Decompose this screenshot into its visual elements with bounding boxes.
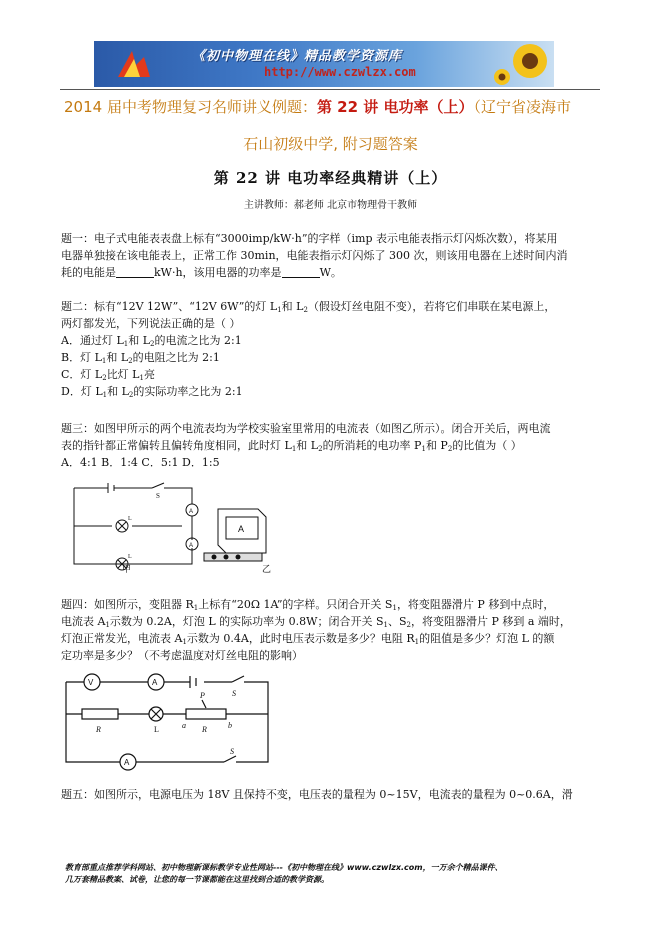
- q2-option-b: B．灯 $L_1$和 $L_2$的电阻之比为 2:1: [61, 351, 220, 365]
- q2-b2: 和 L: [106, 351, 129, 364]
- q4-t1: 题四：如图所示，变阻器 R: [61, 598, 194, 611]
- fig-label-yi: 乙: [262, 565, 272, 575]
- banner-title: 《初中物理在线》精品教学资源库: [192, 49, 403, 64]
- q3-t5: 的比值为（ ）: [452, 439, 522, 452]
- q4-t9: 示数为 0.4A，此时电压表示数是多少？电阻 R: [186, 632, 415, 645]
- q2-a1: A．通过灯 L: [61, 334, 124, 347]
- q2-line1: 题二：标有“12V 12W”、“12V 6W”的灯 $L_1$和 $L_2$（假设灯丝电阻不变），若将它们串联在某电源上，: [61, 300, 556, 314]
- doc-heading-line1: [64, 96, 604, 117]
- q4-line3: 灯泡正常发光，电流表 $A_1$示数为 0.4A，此时电压表示数是多少？电阻 $R_1$的阻值是多少？灯泡 L 的额: [61, 632, 555, 646]
- svg-text:b: b: [228, 721, 232, 730]
- question-2: [61, 298, 606, 400]
- doc-heading-line2: 石山初级中学, 附习题答案: [243, 135, 418, 153]
- q3-t3: 的所消耗的电功率 P: [322, 439, 422, 452]
- sunflower-icon: [490, 41, 550, 87]
- svg-text:a: a: [182, 721, 186, 730]
- q4-t8: 灯泡正常发光，电流表 A: [61, 632, 183, 645]
- q3-t2: 和 L: [296, 439, 319, 452]
- q2-line2: 两灯都发光，下列说法正确的是（ ）: [61, 317, 241, 330]
- lecture-teacher: 主讲教师：郝老师 北京市物理骨干教师: [243, 200, 418, 211]
- heading-lecture: 第 22 讲 电功率（上）: [316, 98, 474, 116]
- svg-text:L: L: [154, 725, 159, 734]
- footer-line2: 几万套精品教案、试卷，让您的每一节课都能在这里找到合适的教学资源。: [65, 875, 329, 884]
- header-divider: [60, 89, 600, 90]
- lecture-title: 第 22 讲 电功率经典精讲（上）: [213, 169, 448, 187]
- q2-d2: 和 L: [107, 385, 129, 398]
- q3-t1: 表的指针都正常偏转且偏转角度相同，此时灯 L: [61, 439, 292, 452]
- footer-line1: 教育部重点推荐学科网站、初中物理新课标教学专业性网站---《初中物理在线》www.czwlzx.com，一万余个精品课件、: [65, 863, 503, 872]
- svg-text:V: V: [88, 678, 94, 687]
- site-banner: [94, 41, 554, 87]
- q3-line1: 题三：如图甲所示的两个电流表均为学校实验室里常用的电流表（如图乙所示）。闭合开关后，两电流: [61, 422, 551, 435]
- svg-text:A: A: [152, 678, 158, 687]
- page-footer: [65, 862, 605, 886]
- q1-text-c: W。: [319, 266, 342, 279]
- q2-option-d: D．灯 $L_1$和 $L_2$的实际功率之比为 2:1: [61, 385, 243, 399]
- q4-line2: 电流表 $A_1$示数为 0.2A，灯泡 L 的实际功率为 0.8W；闭合开关 $S_1$、$S_2$，将变阻器滑片 P 移到 a 端时，: [61, 615, 571, 629]
- svg-text:A: A: [189, 509, 194, 515]
- q2-t1: 题二：标有“12V 12W”、“12V 6W”的灯 L: [61, 300, 278, 313]
- q2-d1: D．灯 L: [61, 385, 103, 398]
- question-1: [61, 230, 606, 281]
- banner-url[interactable]: http://www.czwlzx.com: [264, 65, 416, 79]
- q3-t4: 和 P: [425, 439, 448, 452]
- q3-options: A．4:1 B．1:4 C．5:1 D．1:5: [61, 456, 220, 469]
- q1-blank-1[interactable]: [116, 267, 154, 278]
- q4-t6: 、S: [387, 615, 407, 628]
- question-5: [61, 786, 606, 803]
- svg-text:P: P: [200, 691, 205, 700]
- q1-text-b: kW·h，该用电器的功率是: [154, 266, 282, 279]
- q4-t3: ，将变阻器滑片 P 移到中点时，: [396, 598, 555, 611]
- q2-option-c: C．灯 $L_2$比灯 $L_1$亮: [61, 368, 155, 382]
- q5-line1: 题五：如图所示，电源电压为 18V 且保持不变，电压表的量程为 0~15V，电流表的量程为 0~0.6A，滑: [61, 788, 573, 801]
- svg-text:S: S: [232, 689, 236, 698]
- q1-blank-2[interactable]: [282, 267, 320, 278]
- q1-line1: 题一：电子式电能表表盘上标有“3000imp/kW·h”的字样（imp 表示电能表指示灯闪烁次数），将某用: [61, 232, 558, 245]
- q2-a3: 的电流之比为 2:1: [154, 334, 242, 347]
- q4-line1: 题四：如图所示，变阻器 $R_1$上标有“20Ω 1A”的字样。只闭合开关 $S_1$，将变阻器滑片 P 移到中点时，: [61, 598, 555, 612]
- q1-text-a: 耗的电能是: [61, 266, 116, 279]
- svg-text:L: L: [128, 554, 132, 560]
- q2-option-a: A．通过灯 $L_1$和 $L_2$的电流之比为 2:1: [61, 334, 242, 348]
- q3-line2: 表的指针都正常偏转且偏转角度相同，此时灯 $L_1$和 $L_2$的所消耗的电功率 $P_1$和 $P_2$的比值为（ ）: [61, 439, 522, 453]
- q2-b1: B．灯 L: [61, 351, 102, 364]
- q2-c2: 比灯 L: [106, 368, 140, 381]
- q2-c1: C．灯 L: [61, 368, 103, 381]
- q4-t10: 的阻值是多少？灯泡 L 的额: [419, 632, 555, 645]
- q2-d3: 的实际功率之比为 2:1: [133, 385, 243, 398]
- q4-t4: 电流表 A: [61, 615, 106, 628]
- q1-line3: [61, 264, 606, 281]
- svg-text:L: L: [128, 516, 132, 522]
- q4-t2: 上标有“20Ω 1A”的字样。只闭合开关 S: [198, 598, 393, 611]
- q2-a2: 和 L: [128, 334, 151, 347]
- svg-text:R: R: [202, 725, 207, 734]
- q2-c3: 亮: [143, 368, 155, 381]
- svg-text:A: A: [124, 758, 130, 767]
- svg-text:S: S: [230, 747, 234, 756]
- fig-label-jia: 甲: [122, 565, 132, 575]
- question-3: [61, 420, 606, 471]
- ammeter-figure-yi: [200, 505, 270, 573]
- site-logo-icon: [114, 47, 154, 81]
- svg-text:S: S: [156, 492, 160, 500]
- circuit-diagram-q4: [62, 666, 272, 776]
- q2-b3: 的电阻之比为 2:1: [132, 351, 220, 364]
- q1-line2: 电器单独接在该电能表上，正常工作 30min，电能表指示灯闪烁了 300 次，则该用电器在上述时间内消: [61, 249, 568, 262]
- q2-t3: （假设灯丝电阻不变），若将它们串联在某电源上，: [307, 300, 556, 313]
- svg-text:A: A: [238, 524, 245, 534]
- q2-t2: 和 L: [281, 300, 304, 313]
- svg-text:R: R: [96, 725, 101, 734]
- q4-t7: ，将变阻器滑片 P 移到 a 端时，: [410, 615, 571, 628]
- q4-line4: 定功率是多少？（不考虑温度对灯丝电阻的影响）: [61, 649, 303, 662]
- heading-prefix: 2014 届中考物理复习名师讲义例题：: [64, 98, 317, 116]
- question-4: [61, 596, 606, 664]
- q4-t5: 示数为 0.2A，灯泡 L 的实际功率为 0.8W；闭合开关 S: [109, 615, 384, 628]
- heading-school-a: （辽宁省凌海市: [473, 98, 572, 116]
- svg-text:A: A: [189, 543, 194, 549]
- circuit-diagram-jia: [72, 482, 212, 572]
